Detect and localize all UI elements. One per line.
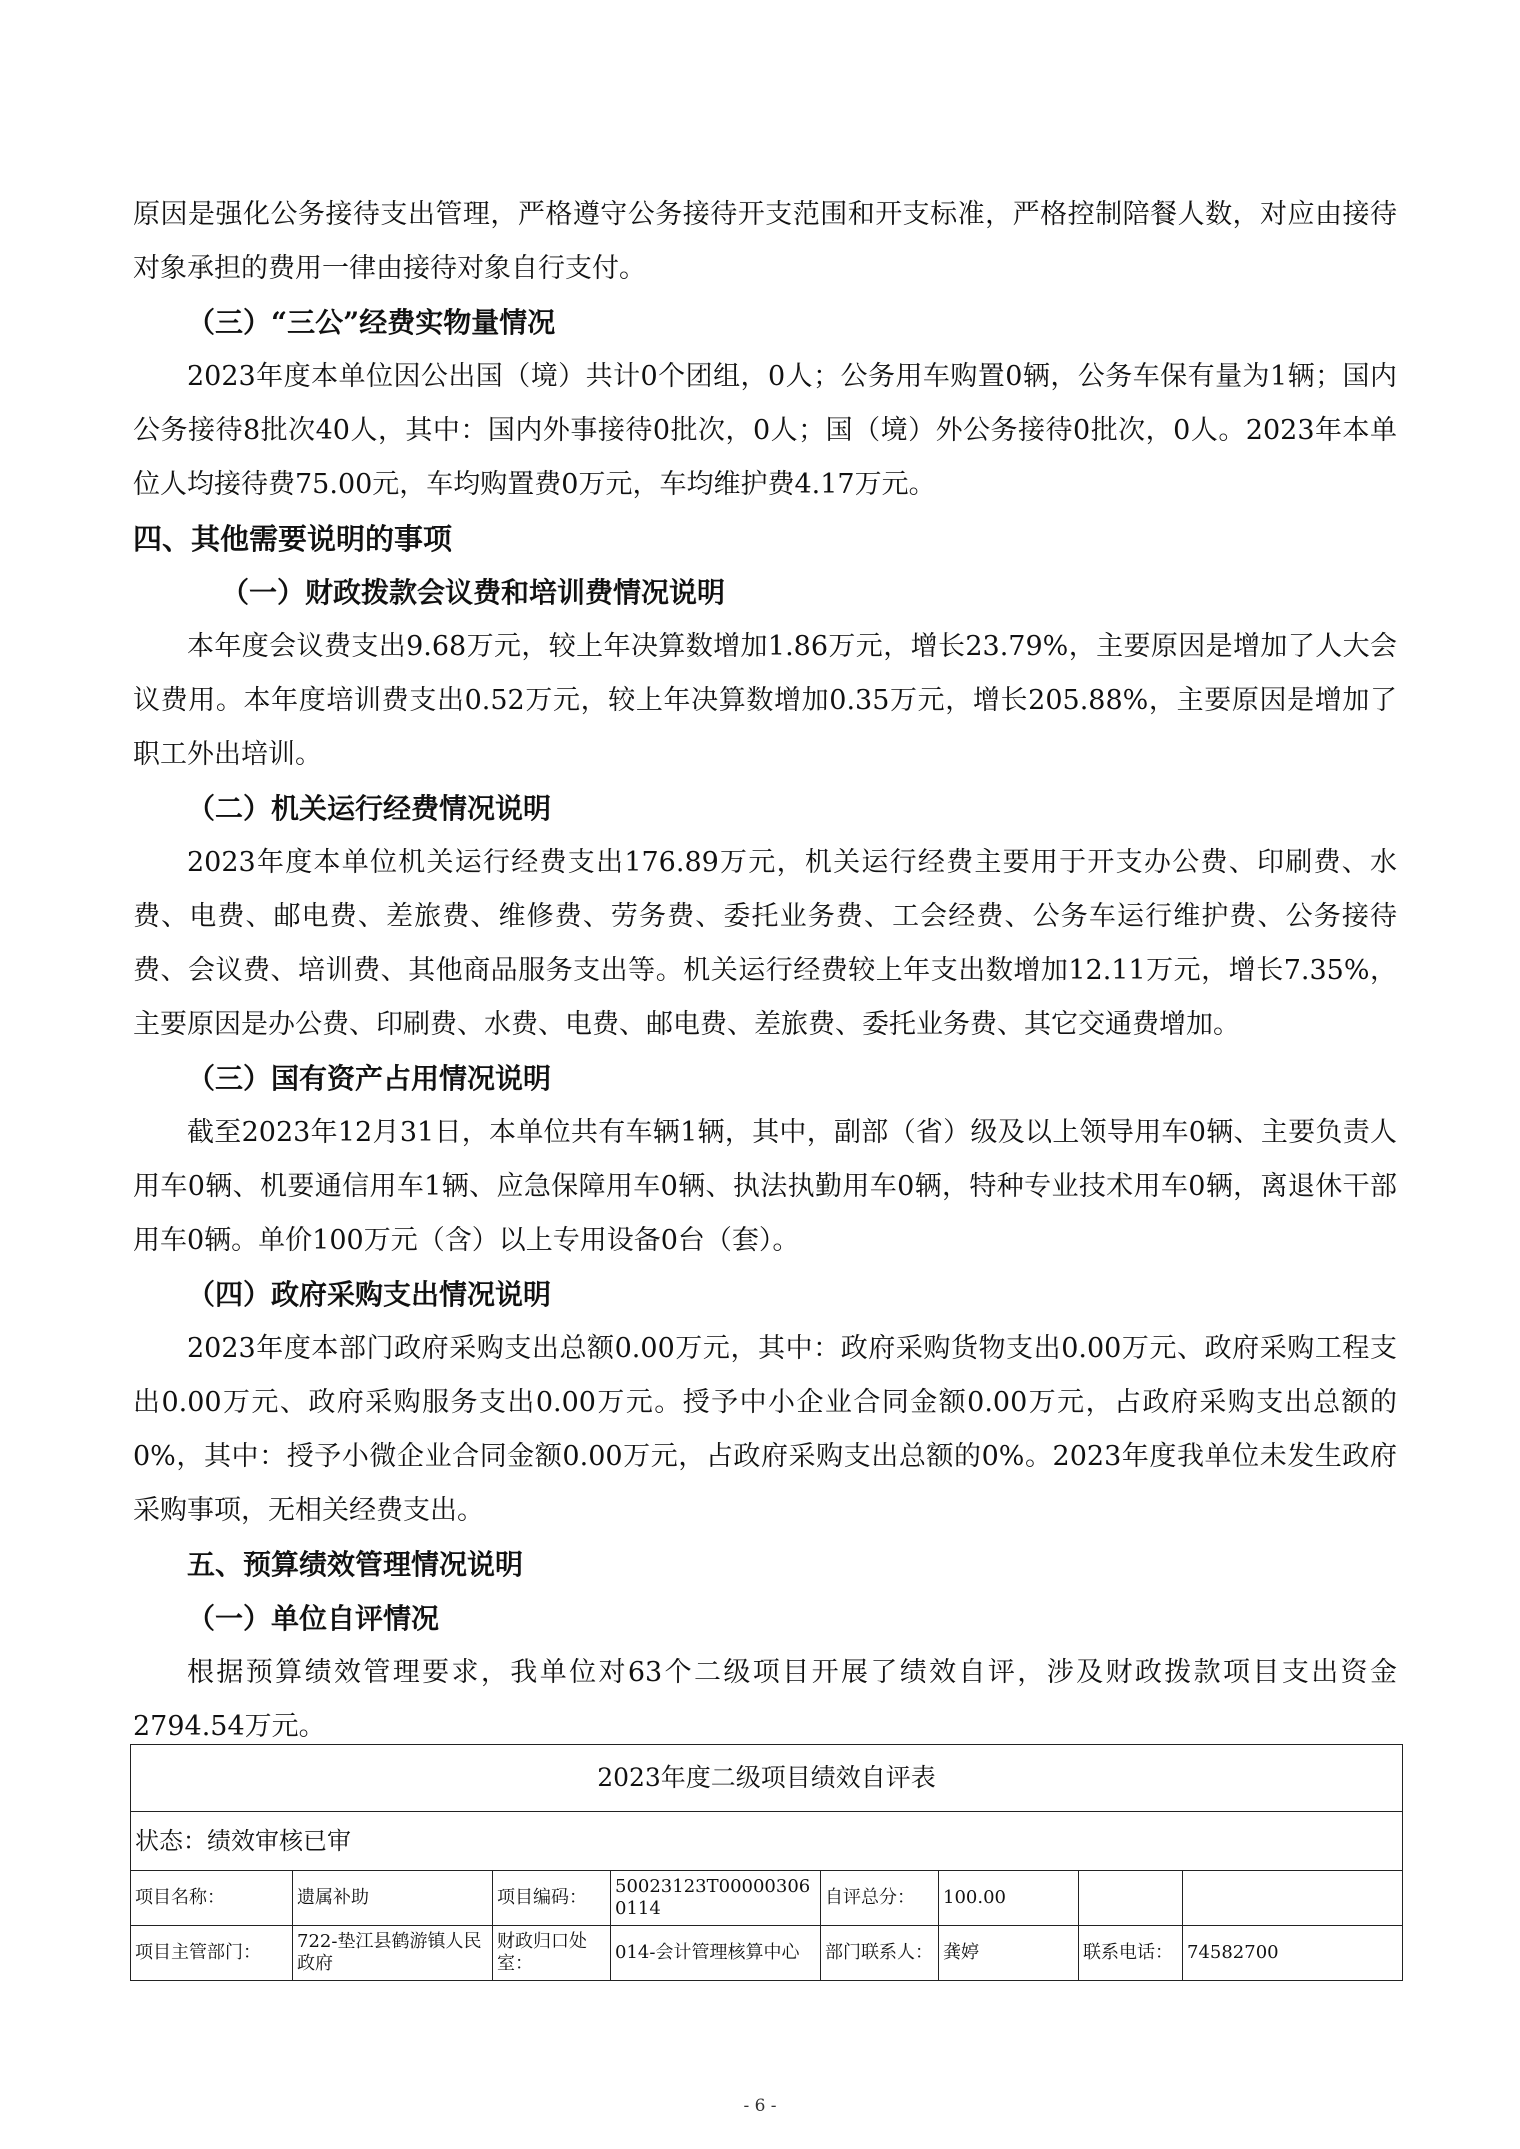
table-cell: 联系电话： — [1079, 1926, 1183, 1981]
paragraph-operating-expenses: 2023年度本单位机关运行经费支出176.89万元，机关运行经费主要用于开支办公费、印刷费、水费、电费、邮电费、差旅费、维修费、劳务费、委托业务费、工会经费、公务车运行维护费、公务接待费、会议费、培训费、其他商品服务支出等。机关运行经费较上年支出数增加12.11万元，增长7.35%，主要原因是办公费、印刷费、水费、电费、邮电费、差旅费、委托业务费、其它交通费增加。 — [133, 847, 1397, 1040]
table-cell — [1183, 1871, 1403, 1926]
table-cell: 项目主管部门： — [131, 1926, 293, 1981]
paragraph-procurement: 2023年度本部门政府采购支出总额0.00万元，其中：政府采购货物支出0.00万元、政府采购工程支出0.00万元、政府采购服务支出0.00万元。授予中小企业合同金额0.00万元，占政府采购支出总额的0%，其中：授予小微企业合同金额0.00万元，占政府采购支出总额的0%。2023年度我单位未发生政府采购事项，无相关经费支出。 — [133, 1333, 1397, 1526]
table-status-row — [131, 1812, 1403, 1871]
table-cell: 遗属补助 — [293, 1871, 493, 1926]
page-number: - 6 - — [743, 2096, 777, 2116]
performance-table — [130, 1744, 1403, 1981]
table-cell: 50023123T000003060114 — [611, 1871, 821, 1926]
heading-operating-expenses: （二）机关运行经费情况说明 — [187, 792, 552, 825]
paragraph-meeting-training: 本年度会议费支出9.68万元，较上年决算数增加1.86万元，增长23.79%，主要原因是增加了人大会议费用。本年度培训费支出0.52万元，较上年决算数增加0.35万元，增长205.88%，主要原因是增加了职工外出培训。 — [133, 631, 1397, 770]
table-row — [131, 1871, 1403, 1926]
table-cell: 部门联系人： — [821, 1926, 939, 1981]
paragraph-self-evaluation: 根据预算绩效管理要求，我单位对63个二级项目开展了绩效自评，涉及财政拨款项目支出资金2794.54万元。 — [133, 1657, 1397, 1742]
paragraph-sangong-quantity: 2023年度本单位因公出国（境）共计0个团组，0人；公务用车购置0辆，公务车保有量为1辆；国内公务接待8批次40人，其中：国内外事接待0批次，0人；国（境）外公务接待0批次，0人。2023年本单位人均接待费75.00元，车均购置费0万元，车均维护费4.17万元。 — [133, 361, 1397, 500]
table-cell: 龚婷 — [939, 1926, 1079, 1981]
body-text — [133, 188, 1397, 1754]
table-cell: 74582700 — [1183, 1926, 1403, 1981]
paragraph-reception-reason: 原因是强化公务接待支出管理，严格遵守公务接待开支范围和开支标准，严格控制陪餐人数，对应由接待对象承担的费用一律由接待对象自行支付。 — [133, 199, 1397, 284]
table-status: 状态：绩效审核已审 — [131, 1812, 1403, 1871]
heading-other-matters: 四、其他需要说明的事项 — [133, 522, 453, 556]
table-cell — [1079, 1871, 1183, 1926]
table-title: 2023年度二级项目绩效自评表 — [131, 1745, 1403, 1812]
table-cell: 014-会计管理核算中心 — [611, 1926, 821, 1981]
table-cell: 722-垫江县鹤游镇人民政府 — [293, 1926, 493, 1981]
paragraph-state-assets: 截至2023年12月31日，本单位共有车辆1辆，其中，副部（省）级及以上领导用车0辆、主要负责人用车0辆、机要通信用车1辆、应急保障用车0辆、执法执勤用车0辆，特种专业技术用车0辆，离退休干部用车0辆。单价100万元（含）以上专用设备0台（套）。 — [133, 1117, 1397, 1256]
heading-procurement: （四）政府采购支出情况说明 — [187, 1278, 552, 1311]
heading-state-assets: （三）国有资产占用情况说明 — [187, 1062, 552, 1095]
heading-performance: 五、预算绩效管理情况说明 — [187, 1548, 524, 1581]
table-title-row — [131, 1745, 1403, 1812]
table-cell: 自评总分： — [821, 1871, 939, 1926]
heading-meeting-training: （一）财政拨款会议费和培训费情况说明 — [221, 576, 726, 609]
table-cell: 财政归口处室： — [493, 1926, 611, 1981]
table-cell: 100.00 — [939, 1871, 1079, 1926]
table-cell: 项目编码： — [493, 1871, 611, 1926]
table-row — [131, 1926, 1403, 1981]
table-cell: 项目名称： — [131, 1871, 293, 1926]
heading-self-evaluation: （一）单位自评情况 — [187, 1602, 440, 1635]
heading-sangong-quantity: （三）“三公”经费实物量情况 — [187, 306, 556, 339]
